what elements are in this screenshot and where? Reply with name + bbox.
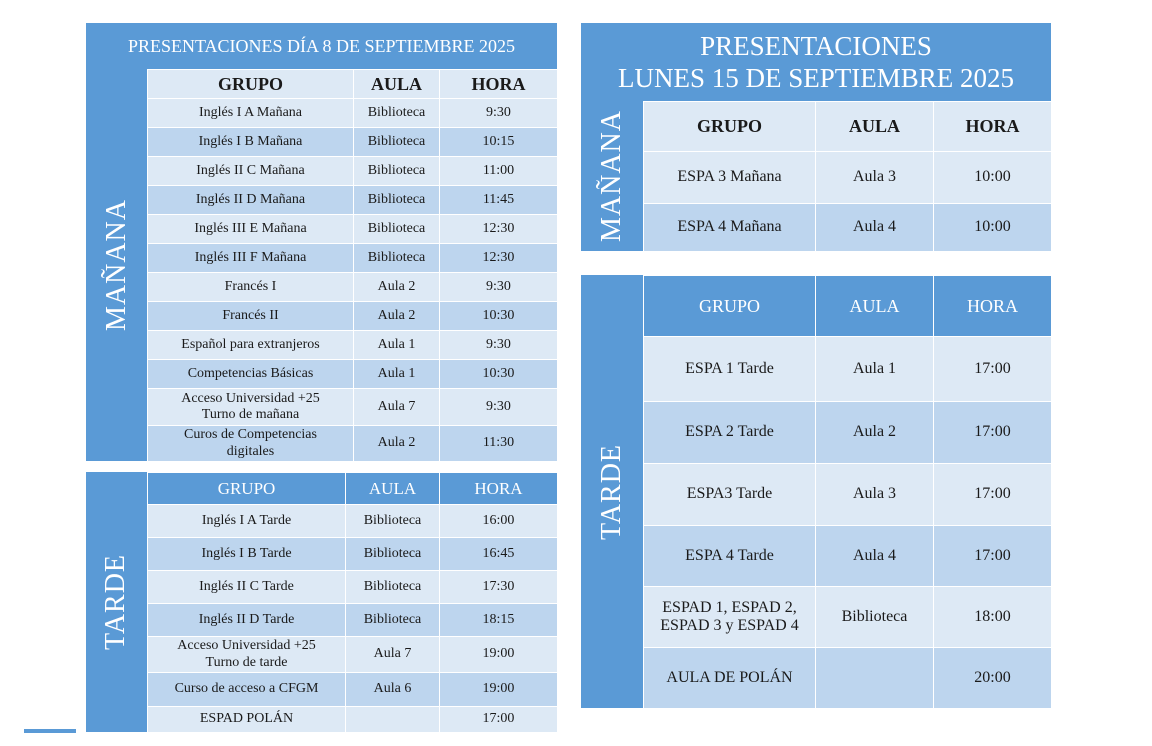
col-header-hora: HORA [934, 276, 1052, 337]
aula-cell: Biblioteca [346, 538, 440, 571]
table-row [148, 637, 558, 673]
right-tarde-side-label [581, 275, 643, 708]
grupo-cell: Inglés II C Tarde [148, 571, 346, 604]
hora-cell: 10:00 [934, 204, 1052, 252]
right-title-bar [581, 23, 1051, 101]
hora-cell: 20:00 [934, 648, 1052, 709]
right-manana-side-label [581, 101, 643, 251]
right-title-line1: PRESENTACIONES [700, 30, 932, 61]
table-row [148, 360, 558, 389]
table-row [148, 707, 558, 733]
table-row [148, 128, 558, 157]
right-manana-table [643, 101, 1052, 252]
table-row [148, 571, 558, 604]
aula-cell: Aula 2 [354, 302, 440, 331]
grupo-cell: Francés II [148, 302, 354, 331]
left-manana-table [147, 69, 558, 462]
aula-cell: Aula 1 [816, 337, 934, 402]
grupo-cell: ESPA3 Tarde [644, 464, 816, 526]
left-tarde-side-text: TARDE [100, 553, 132, 651]
aula-cell: Biblioteca [346, 604, 440, 637]
corner-accent-line [24, 729, 76, 733]
left-tarde-side-label [86, 472, 147, 732]
hora-cell: 10:30 [440, 360, 558, 389]
col-header-hora: HORA [440, 70, 558, 99]
hora-cell: 9:30 [440, 273, 558, 302]
hora-cell: 17:00 [934, 526, 1052, 587]
left-tarde-table [147, 472, 558, 733]
right-manana-side-text: MAÑANA [596, 110, 627, 242]
table-row [644, 337, 1052, 402]
right-tarde-table [643, 275, 1052, 709]
grupo-cell: ESPAD 1, ESPAD 2, ESPAD 3 y ESPAD 4 [644, 587, 816, 648]
hora-cell: 17:00 [934, 337, 1052, 402]
table-row [148, 505, 558, 538]
grupo-cell: ESPA 3 Mañana [644, 152, 816, 204]
grupo-cell: Inglés II D Mañana [148, 186, 354, 215]
aula-cell: Aula 2 [354, 426, 440, 462]
table-row [148, 604, 558, 637]
aula-cell: Aula 2 [816, 402, 934, 464]
aula-cell: Aula 6 [346, 673, 440, 707]
left-title: PRESENTACIONES DÍA 8 DE SEPTIEMBRE 2025 [127, 35, 516, 56]
table-row [644, 526, 1052, 587]
hora-cell: 17:00 [934, 402, 1052, 464]
grupo-cell: Inglés III F Mañana [148, 244, 354, 273]
aula-cell: Biblioteca [354, 244, 440, 273]
col-header-grupo: GRUPO [148, 70, 354, 99]
aula-cell: Biblioteca [354, 157, 440, 186]
aula-cell: Aula 3 [816, 152, 934, 204]
grupo-cell: ESPA 2 Tarde [644, 402, 816, 464]
hora-cell: 12:30 [440, 244, 558, 273]
col-header-aula: AULA [354, 70, 440, 99]
table-row [644, 402, 1052, 464]
right-title-line2: LUNES 15 DE SEPTIEMBRE 2025 [617, 63, 1014, 93]
hora-cell: 12:30 [440, 215, 558, 244]
col-header-hora: HORA [440, 473, 558, 505]
table-row [148, 273, 558, 302]
col-header-grupo: GRUPO [644, 102, 816, 152]
aula-cell: Aula 4 [816, 526, 934, 587]
grupo-cell: Inglés I A Mañana [148, 99, 354, 128]
table-row [148, 331, 558, 360]
table-row [148, 389, 558, 426]
grupo-cell: Inglés II C Mañana [148, 157, 354, 186]
table-row [644, 152, 1052, 204]
hora-cell: 9:30 [440, 99, 558, 128]
table-row [148, 538, 558, 571]
grupo-cell: Competencias Básicas [148, 360, 354, 389]
grupo-cell: Francés I [148, 273, 354, 302]
aula-cell: Biblioteca [346, 505, 440, 538]
table-row [148, 99, 558, 128]
grupo-cell: Español para extranjeros [148, 331, 354, 360]
hora-cell: 16:45 [440, 538, 558, 571]
left-title-bar [86, 23, 557, 69]
aula-cell: Aula 2 [354, 273, 440, 302]
grupo-cell: Inglés II D Tarde [148, 604, 346, 637]
left-manana-side-label [86, 69, 147, 461]
grupo-cell: Inglés I A Tarde [148, 505, 346, 538]
table-row [148, 157, 558, 186]
hora-cell: 18:00 [934, 587, 1052, 648]
table-row [644, 587, 1052, 648]
grupo-cell: ESPA 1 Tarde [644, 337, 816, 402]
col-header-aula: AULA [816, 102, 934, 152]
hora-cell: 17:00 [440, 707, 558, 733]
table-row [644, 204, 1052, 252]
hora-cell: 18:15 [440, 604, 558, 637]
aula-cell [346, 707, 440, 733]
hora-cell: 10:15 [440, 128, 558, 157]
aula-cell: Biblioteca [354, 128, 440, 157]
table-row [148, 426, 558, 462]
grupo-cell: Inglés I B Tarde [148, 538, 346, 571]
aula-cell: Biblioteca [354, 215, 440, 244]
table-row [644, 648, 1052, 709]
hora-cell: 9:30 [440, 331, 558, 360]
col-header-grupo: GRUPO [644, 276, 816, 337]
table-row [644, 464, 1052, 526]
hora-cell: 9:30 [440, 389, 558, 426]
right-tarde-side-text: TARDE [596, 443, 627, 540]
aula-cell: Aula 4 [816, 204, 934, 252]
hora-cell: 19:00 [440, 637, 558, 673]
aula-cell: Aula 1 [354, 331, 440, 360]
col-header-aula: AULA [816, 276, 934, 337]
hora-cell: 11:45 [440, 186, 558, 215]
grupo-cell: Inglés III E Mañana [148, 215, 354, 244]
table-row [148, 244, 558, 273]
col-header-hora: HORA [934, 102, 1052, 152]
table-row [148, 215, 558, 244]
grupo-cell: Acceso Universidad +25 Turno de tarde [148, 637, 346, 673]
table-row [148, 673, 558, 707]
grupo-cell: ESPAD POLÁN [148, 707, 346, 733]
aula-cell: Aula 7 [354, 389, 440, 426]
grupo-cell: AULA DE POLÁN [644, 648, 816, 709]
hora-cell: 10:00 [934, 152, 1052, 204]
aula-cell: Aula 3 [816, 464, 934, 526]
grupo-cell: ESPA 4 Mañana [644, 204, 816, 252]
hora-cell: 10:30 [440, 302, 558, 331]
hora-cell: 17:00 [934, 464, 1052, 526]
aula-cell: Biblioteca [816, 587, 934, 648]
grupo-cell: ESPA 4 Tarde [644, 526, 816, 587]
aula-cell: Biblioteca [346, 571, 440, 604]
grupo-cell: Inglés I B Mañana [148, 128, 354, 157]
aula-cell [816, 648, 934, 709]
aula-cell: Aula 7 [346, 637, 440, 673]
hora-cell: 16:00 [440, 505, 558, 538]
grupo-cell: Curso de acceso a CFGM [148, 673, 346, 707]
hora-cell: 11:00 [440, 157, 558, 186]
aula-cell: Biblioteca [354, 186, 440, 215]
col-header-aula: AULA [346, 473, 440, 505]
table-row [148, 186, 558, 215]
hora-cell: 11:30 [440, 426, 558, 462]
aula-cell: Aula 1 [354, 360, 440, 389]
left-manana-side-text: MAÑANA [100, 199, 132, 331]
grupo-cell: Acceso Universidad +25 Turno de mañana [148, 389, 354, 426]
grupo-cell: Curos de Competencias digitales [148, 426, 354, 462]
hora-cell: 17:30 [440, 571, 558, 604]
aula-cell: Biblioteca [354, 99, 440, 128]
hora-cell: 19:00 [440, 673, 558, 707]
col-header-grupo: GRUPO [148, 473, 346, 505]
table-row [148, 302, 558, 331]
